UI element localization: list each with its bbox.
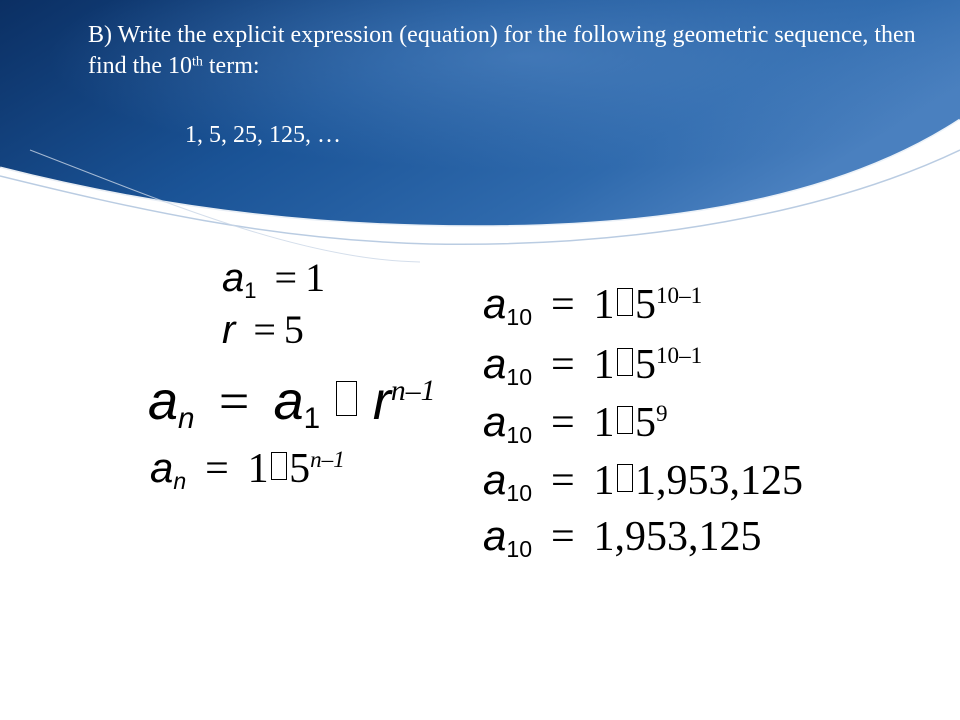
sequence-text: 1, 5, 25, 125, …: [185, 122, 341, 148]
given-a1-equation: a1 = 1: [222, 255, 326, 303]
multiplication-box-glyph: [271, 452, 287, 480]
solution-step-4: a10 = 1 1,953,125: [483, 456, 803, 506]
multiplication-box-glyph: [617, 464, 633, 492]
multiplication-box-glyph: [617, 288, 633, 316]
multiplication-box-glyph: [336, 381, 356, 416]
solution-step-1: a10 = 1 5$^{10-1}$: [483, 280, 703, 330]
solution-step-3: a10 = 1 $5^9$: [483, 398, 668, 448]
slide-title: B) Write the explicit expression (equation) for the following geometric sequence, then find the 10th term:: [88, 22, 916, 79]
solution-step-2: a10 = 1 5$^{10-1}$: [483, 340, 703, 390]
multiplication-box-glyph: [617, 348, 633, 376]
general-formula: an = a1 $r^{n-1}$: [148, 371, 436, 435]
substituted-formula: an = 1 5$^{n-1}$: [150, 444, 345, 494]
multiplication-box-glyph: [617, 406, 633, 434]
title-superscript: th: [191, 54, 203, 70]
solution-step-5: a10 = 1,953,125: [483, 512, 762, 562]
given-r-equation: r = 5: [222, 307, 304, 352]
